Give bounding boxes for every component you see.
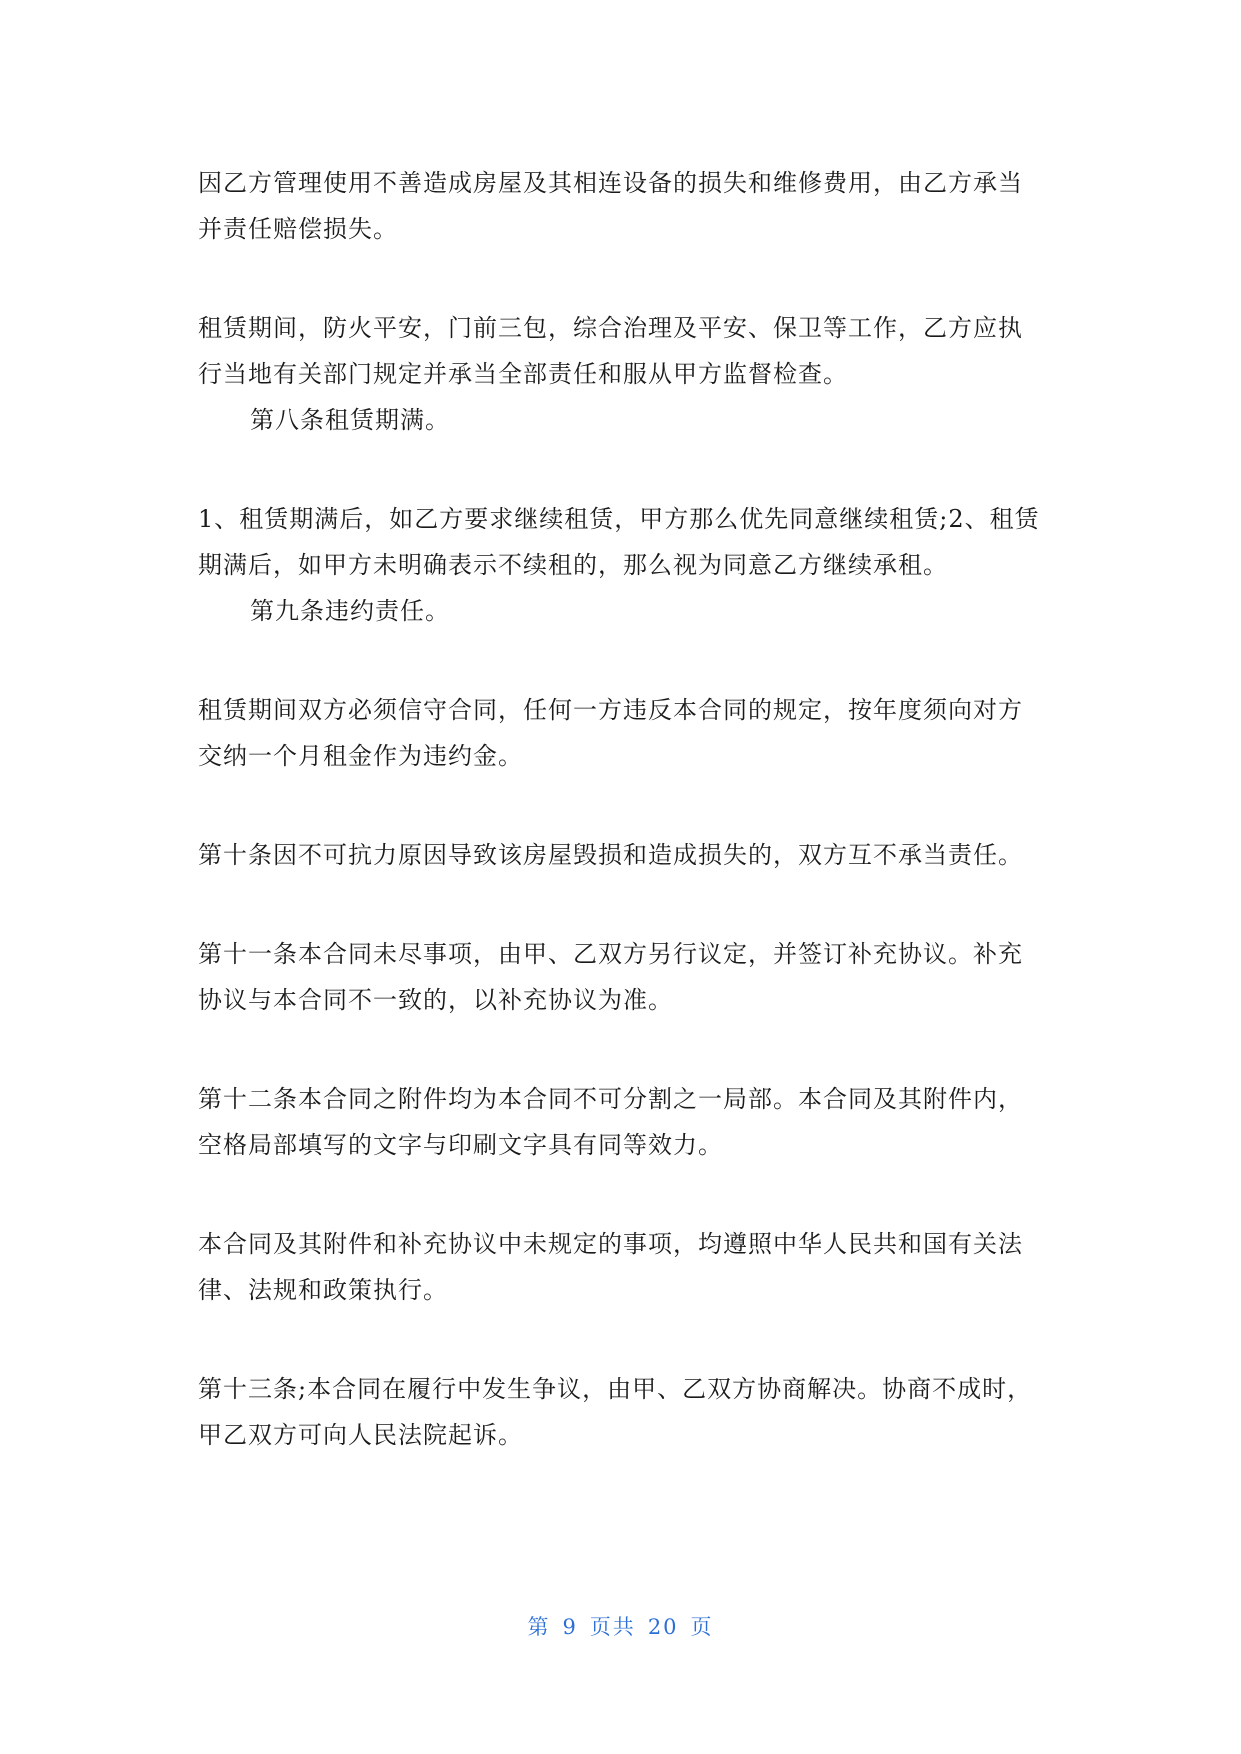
paragraph-article-10: 第十条因不可抗力原因导致该房屋毁损和造成损失的，双方互不承当责任。 xyxy=(198,841,1023,869)
paragraph-article-13: 第十三条;本合同在履行中发生争议，由甲、乙双方协商解决。协商不成时，甲乙双方可向人民法院起诉。 xyxy=(198,1375,1033,1449)
page-number-footer xyxy=(0,1611,1241,1641)
paragraph-article-11: 第十一条本合同未尽事项，由甲、乙双方另行议定，并签订补充协议。补充协议与本合同不一致的，以补充协议为准。 xyxy=(198,940,1023,1014)
footer-label-page: 第 xyxy=(527,1615,551,1639)
paragraph-damage-liability: 因乙方管理使用不善造成房屋及其相连设备的损失和维修费用，由乙方承当并责任赔偿损失。 xyxy=(198,169,1023,243)
footer-label-end: 页 xyxy=(690,1615,714,1639)
heading-article-8: 第八条租赁期满。 xyxy=(250,406,450,434)
heading-article-9: 第九条违约责任。 xyxy=(250,597,450,625)
paragraph-applicable-law: 本合同及其附件和补充协议中未规定的事项，均遵照中华人民共和国有关法律、法规和政策执行。 xyxy=(198,1230,1023,1304)
footer-total-pages: 20 xyxy=(647,1615,679,1639)
footer-label-of: 页共 xyxy=(589,1615,636,1639)
paragraph-breach-penalty: 租赁期间双方必须信守合同，任何一方违反本合同的规定，按年度须向对方交纳一个月租金作为违约金。 xyxy=(198,696,1023,770)
paragraph-safety-duties: 租赁期间，防火平安，门前三包，综合治理及平安、保卫等工作，乙方应执行当地有关部门规定并承当全部责任和服从甲方监督检查。 xyxy=(198,314,1023,388)
footer-current-page: 9 xyxy=(562,1615,578,1639)
paragraph-article-12: 第十二条本合同之附件均为本合同不可分割之一局部。本合同及其附件内，空格局部填写的文字与印刷文字具有同等效力。 xyxy=(198,1085,1023,1159)
document-body xyxy=(198,160,1043,1458)
paragraph-lease-renewal: 1、租赁期满后，如乙方要求继续租赁，甲方那么优先同意继续租赁;2、租赁期满后，如甲方未明确表示不续租的，那么视为同意乙方继续承租。 xyxy=(198,505,1040,579)
